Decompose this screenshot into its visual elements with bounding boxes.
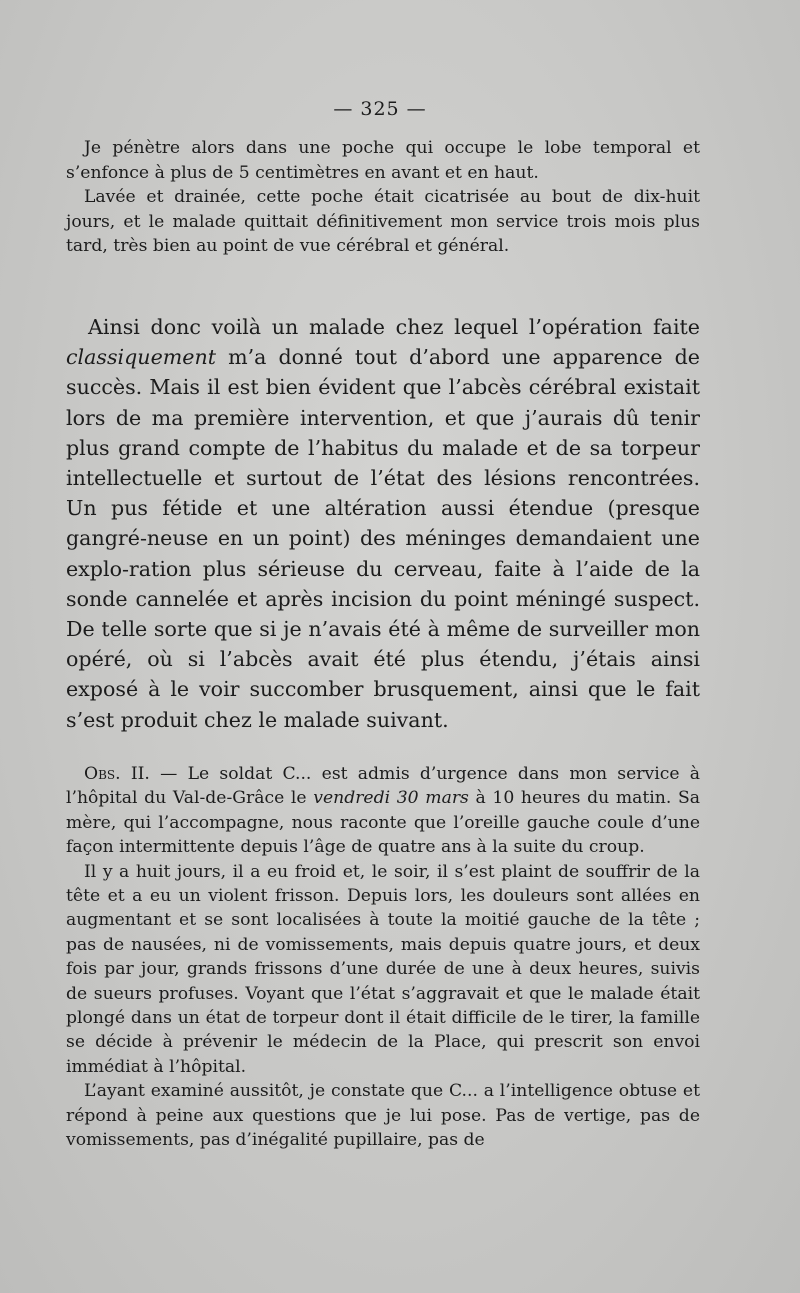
section-discussion [66,312,700,735]
page-number: — 325 — [333,98,427,120]
observation-date: vendredi 30 mars [313,788,469,809]
paragraph: L’ayant examiné aussitôt, je constate que C... a l’intelligence obtuse et répond à peine aux questions que je lui pose. Pas de vertige, pas de vomissements, pas d’inégalité pupillaire, pas de [66,1081,700,1151]
observation-text: — Le soldat C... est admis d’urgence dans mon service à l’hôpital du Val-de-Grâce le [66,764,700,809]
section-observation-2 [66,762,700,1153]
observation-label: Obs. II. [84,764,150,784]
section-operation-report [66,136,700,259]
paragraph [66,762,700,860]
emphasis-classiquement: classiquement [66,345,217,370]
paragraph [66,312,700,735]
observation-text: à 10 heures du matin. Sa mère, qui l’accompagne, nous raconte que l’oreille gauche coule d’une façon intermittente depuis l’âge de quatre ans à la suite du croup. [66,788,700,858]
paragraph: Lavée et drainée, cette poche était cicatrisée au bout de dix-huit jours, et le malade quittait définitivement mon service trois mois plus tard, très bien au point de vue cérébral et général. [66,187,700,256]
paragraph: Il y a huit jours, il a eu froid et, le soir, il s’est plaint de souffrir de la tête et a eu un violent frisson. Depuis lors, les douleurs sont allées en augmentant et se sont localisées à toute la moitié gauche de la tête ; pas de nausées, ni de vomissements, mais depuis quatre jours, et deux fois par jour, grands frissons d’une durée de une à deux heures, suivis de sueurs profuses. Voyant que l’état s’aggravait et que le malade était plongé dans un état de torpeur dont il était difficile de le tirer, la famille se décide à prévenir le médecin de la Place, qui prescrit son envoi immédiat à l’hôpital. [66,861,700,1077]
discussion-text: m’a donné tout d’abord une apparence de succès. Mais il est bien évident que l’abcès cérébral existait lors de ma première intervention, et que j’aurais dû tenir plus grand compte de l’habitus du malade et de sa torpeur intellectuelle et surtout de l’état des lésions rencontrées. Un pus fétide et une altération aussi étendue (presque gangré-neuse en un point) des méninges demandaient une explo-ration plus sérieuse du cerveau, faite à l’aide de la sonde cannelée et après incision du point méningé suspect. De telle sorte que si je n’avais été à même de surveiller mon opéré, où si l’abcès avait été plus étendu, j’étais ainsi exposé à le voir succomber brusquement, ainsi que le fait s’est produit chez le malade suivant. [66,345,700,732]
discussion-intro: Ainsi donc voilà un malade chez lequel l’opération faite [88,315,700,339]
paragraph: Je pénètre alors dans une poche qui occupe le lobe temporal et s’enfonce à plus de 5 centimètres en avant et en haut. [66,138,700,183]
